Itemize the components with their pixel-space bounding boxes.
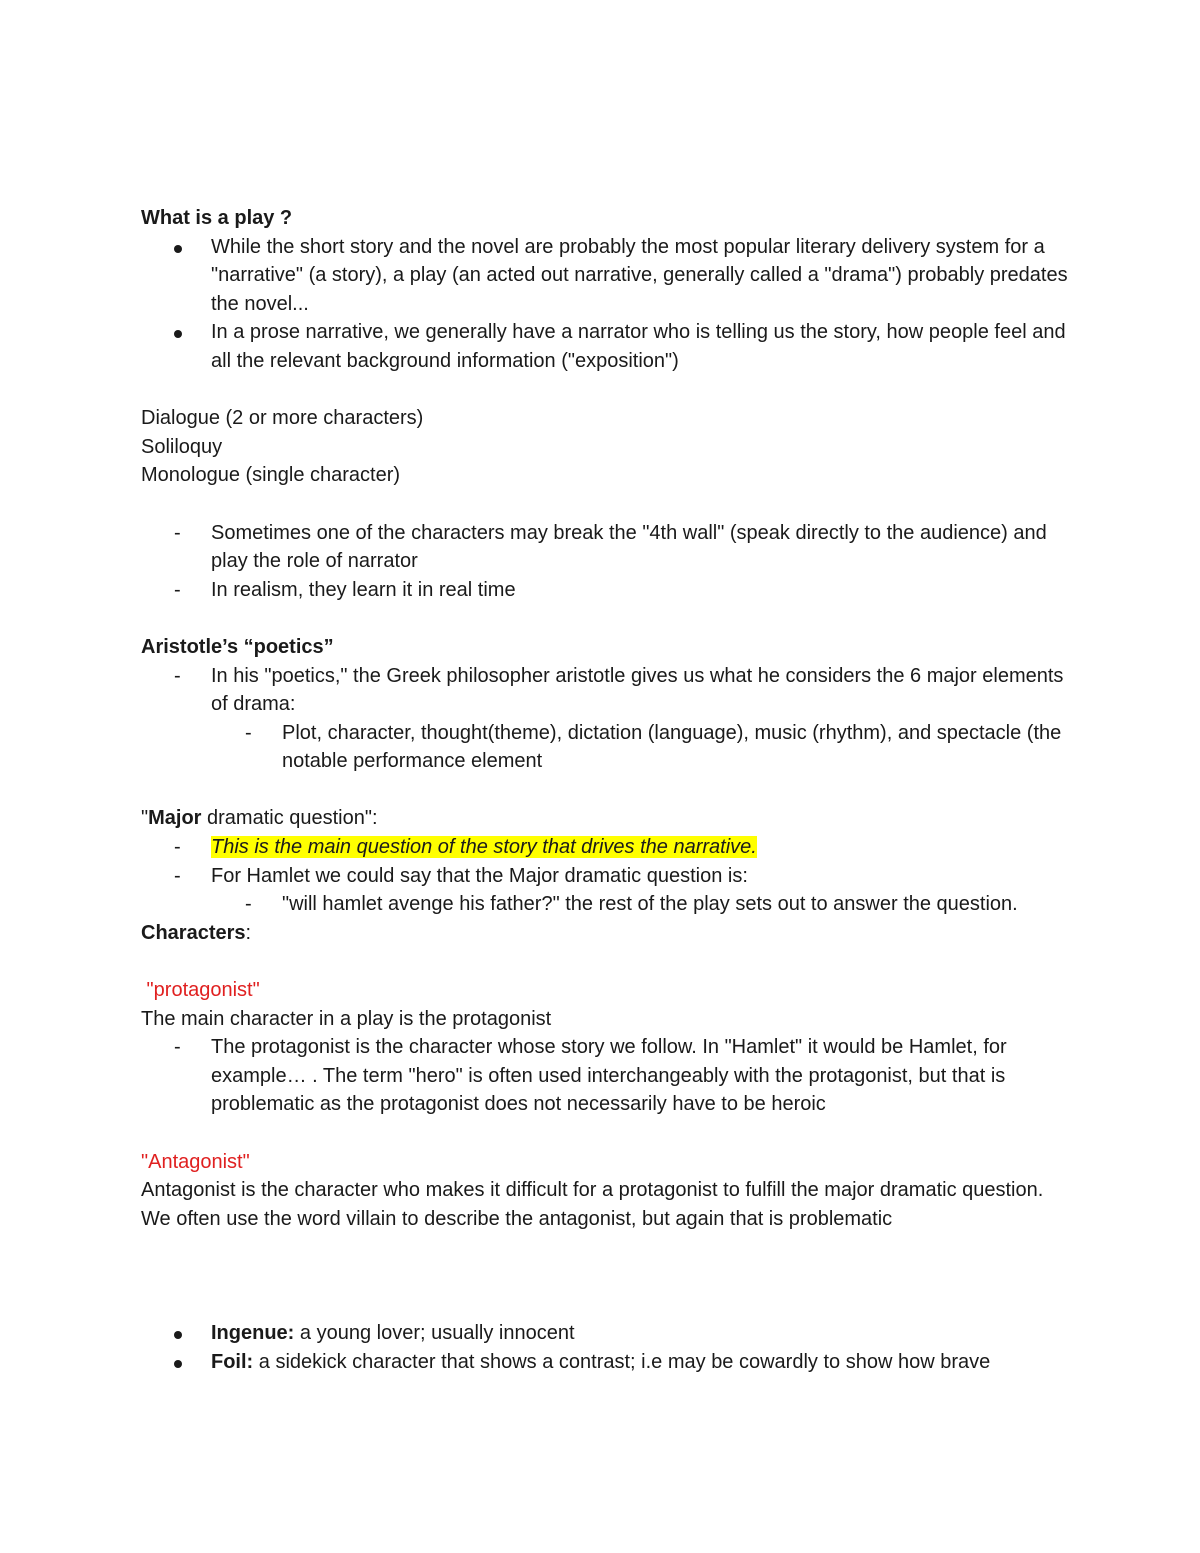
sub-list-item <box>141 719 1071 776</box>
antagonist-label: "Antagonist" <box>141 1150 250 1173</box>
quote-mark: " <box>141 807 149 830</box>
protagonist-label: "protagonist" <box>141 979 260 1002</box>
highlighted-text: This is the main question of the story that drives the narrative. <box>211 836 757 859</box>
bullet-icon <box>174 318 182 347</box>
list-item-text: For Hamlet we could say that the Major dramatic question is: <box>211 864 748 887</box>
list-item-text: "will hamlet avenge his father?" the rest of the play sets out to answer the question. <box>282 893 1018 916</box>
list-item <box>141 318 1071 375</box>
document-body <box>141 204 1071 1376</box>
bullet-icon <box>174 1319 182 1348</box>
dash-marker: - <box>174 664 181 687</box>
characters-colon: : <box>245 921 252 944</box>
list-item <box>141 833 1071 862</box>
mdq-rest: dramatic question": <box>201 807 378 830</box>
dash-marker: - <box>174 1036 181 1059</box>
protagonist-definition: The main character in a play is the protagonist <box>141 1007 552 1030</box>
list-item-text: Sometimes one of the characters may break the "4th wall" (speak directly to the audience) and play the role of narrator <box>211 521 1047 573</box>
heading-what-is-a-play: What is a play ? <box>141 207 293 229</box>
major-dramatic-question-heading <box>141 804 1071 833</box>
dash-marker: - <box>174 521 181 544</box>
characters-heading <box>141 919 1071 948</box>
list-item-text: The protagonist is the character whose story we follow. In "Hamlet" it would be Hamlet, for example… . The term "hero" is often used interchangeably with the protagonist, but that is problematic as the protagonist does not necessarily have to be heroic <box>211 1036 1007 1116</box>
list-item-text: Plot, character, thought(theme), dictation (language), music (rhythm), and spectacle (the notable performance element <box>282 721 1062 773</box>
dash-marker: - <box>245 893 252 916</box>
bullet-icon <box>174 233 182 262</box>
heading-aristotle-poetics: Aristotle’s “poetics” <box>141 635 334 658</box>
list-item-text: In his "poetics," the Greek philosopher aristotle gives us what he considers the 6 major elements of drama: <box>211 664 1064 716</box>
list-item <box>141 1033 1071 1119</box>
dash-marker: - <box>174 836 181 859</box>
list-item-text: While the short story and the novel are probably the most popular literary delivery system for a "narrative" (a story), a play (an acted out narrative, generally called a "drama") probably predates the novel... <box>211 235 1068 315</box>
list-item <box>141 1348 1071 1377</box>
foil-definition: a sidekick character that shows a contrast; i.e may be cowardly to show how brave <box>253 1350 991 1373</box>
sub-list-item <box>141 890 1071 919</box>
characters-bold: Characters <box>141 921 246 944</box>
dash-marker: - <box>174 864 181 887</box>
dash-marker: - <box>174 578 181 601</box>
list-item <box>141 662 1071 719</box>
list-item <box>141 576 1071 605</box>
list-item <box>141 519 1071 576</box>
bullet-icon <box>174 1348 182 1377</box>
antagonist-definition: Antagonist is the character who makes it difficult for a protagonist to fulfill the major dramatic question. We often use the word villain to describe the antagonist, but again that is problematic <box>141 1179 1044 1230</box>
dialogue-line: Dialogue (2 or more characters) <box>141 407 424 430</box>
list-item-text: In realism, they learn it in real time <box>211 578 516 601</box>
monologue-line: Monologue (single character) <box>141 464 401 487</box>
ingenue-definition: a young lover; usually innocent <box>294 1322 575 1345</box>
foil-term: Foil: <box>211 1350 254 1373</box>
list-item <box>141 1319 1071 1348</box>
list-item <box>141 862 1071 891</box>
ingenue-term: Ingenue: <box>211 1322 295 1345</box>
list-item <box>141 233 1071 319</box>
soliloquy-line: Soliloquy <box>141 435 223 458</box>
list-item-text: In a prose narrative, we generally have a narrator who is telling us the story, how people feel and all the relevant background information ("exposition") <box>211 321 1066 372</box>
major-bold: Major <box>148 807 202 830</box>
dash-marker: - <box>245 721 252 744</box>
